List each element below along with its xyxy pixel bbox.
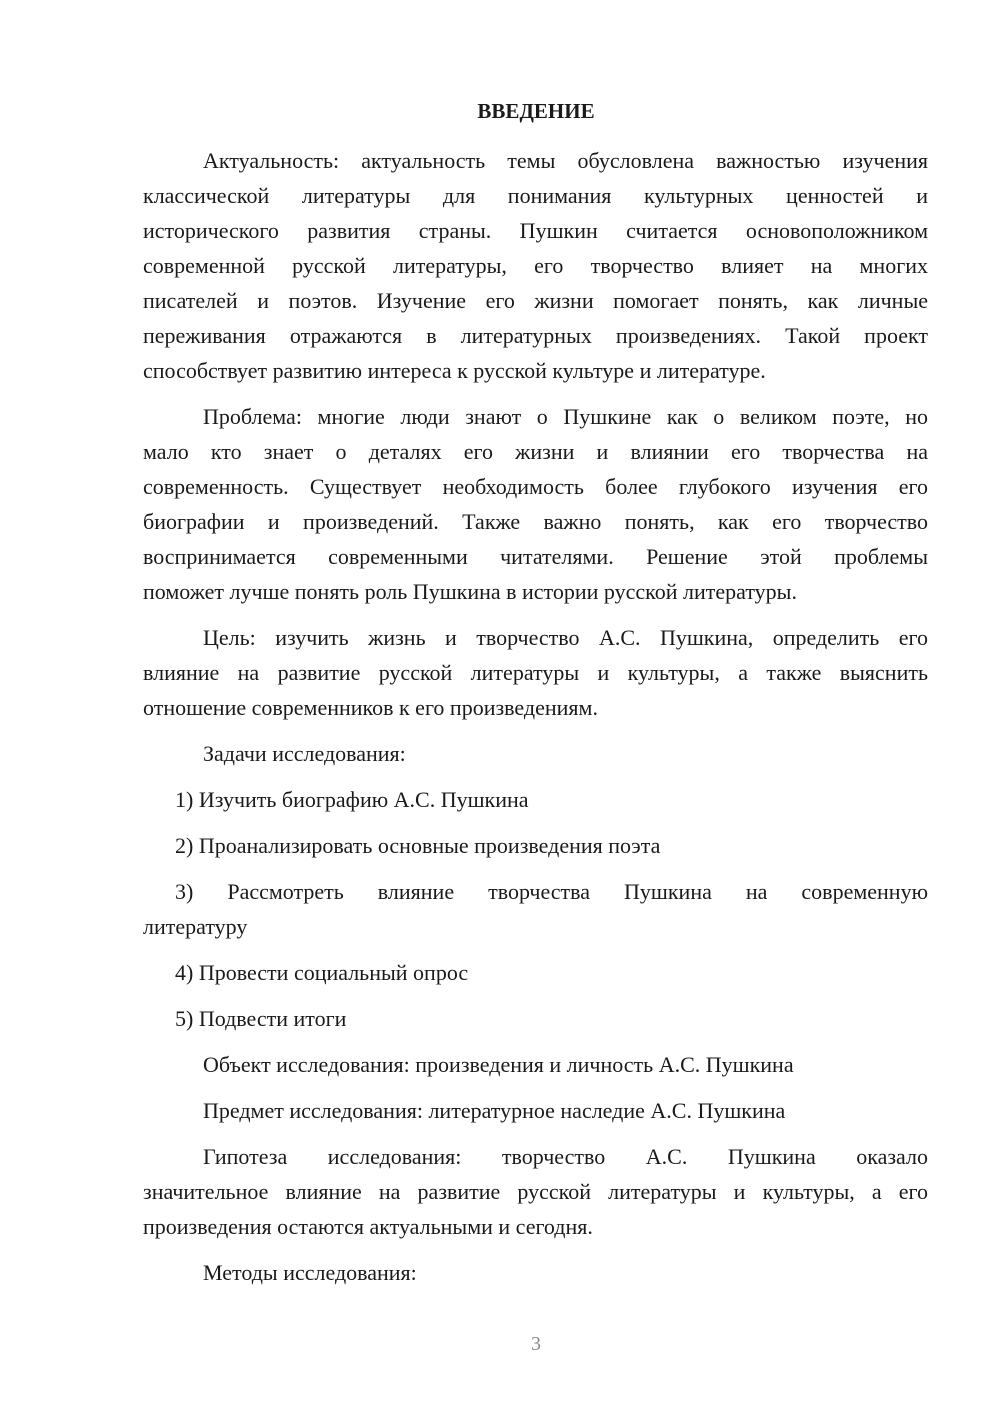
list-item — [143, 828, 928, 863]
text-line: 4) Провести социальный опрос — [175, 960, 469, 985]
text-line: современность. Существует необходимость более глубокого изучения его — [143, 474, 928, 499]
text-line: мало кто знает о деталях его жизни и влиянии его творчества на — [143, 439, 928, 464]
text-line: Предмет исследования: литературное наследие А.С. Пушкина — [203, 1098, 786, 1123]
paragraph — [143, 1255, 928, 1290]
list-item — [143, 874, 928, 944]
text-line: 2) Проанализировать основные произведения поэта — [175, 833, 661, 858]
paragraph — [143, 620, 928, 725]
text-line: 5) Подвести итоги — [175, 1006, 347, 1031]
text-line: исторического развития страны. Пушкин считается основоположником — [143, 218, 928, 243]
text-line: 3) Рассмотреть влияние творчества Пушкина на современную — [175, 879, 928, 904]
text-line: биографии и произведений. Также важно понять, как его творчество — [143, 509, 928, 534]
list-item — [143, 782, 928, 817]
text-line: воспринимается современными читателями. Решение этой проблемы — [143, 544, 928, 569]
text-line: переживания отражаются в литературных произведениях. Такой проект — [143, 323, 928, 348]
list-item — [143, 955, 928, 990]
list-item — [143, 1001, 928, 1036]
paragraph — [143, 399, 928, 609]
text-line: Цель: изучить жизнь и творчество А.С. Пушкина, определить его — [203, 625, 928, 650]
text-line: Актуальность: актуальность темы обусловлена важностью изучения — [203, 148, 928, 173]
paragraph — [143, 736, 928, 771]
text-line: способствует развитию интереса к русской культуре и литературе. — [143, 358, 766, 383]
text-line: литературу — [143, 914, 248, 939]
paragraph — [143, 1139, 928, 1244]
document-body — [143, 143, 928, 1301]
paragraph — [143, 1093, 928, 1128]
text-line: Проблема: многие люди знают о Пушкине как о великом поэте, но — [203, 404, 928, 429]
text-line: произведения остаются актуальными и сегодня. — [143, 1214, 593, 1239]
text-line: поможет лучше понять роль Пушкина в истории русской литературы. — [143, 579, 797, 604]
text-line: писателей и поэтов. Изучение его жизни помогает понять, как личные — [143, 288, 928, 313]
page-number: 3 — [531, 1333, 541, 1355]
text-line: современной русской литературы, его творчество влияет на многих — [143, 253, 928, 278]
paragraph — [143, 143, 928, 388]
text-line: Задачи исследования: — [203, 741, 406, 766]
text-line: отношение современников к его произведениям. — [143, 695, 598, 720]
text-line: классической литературы для понимания культурных ценностей и — [143, 183, 928, 208]
paragraph — [143, 1047, 928, 1082]
section-title: ВВЕДЕНИЕ — [477, 99, 595, 123]
text-line: Гипотеза исследования: творчество А.С. Пушкина оказало — [203, 1144, 928, 1169]
text-line: значительное влияние на развитие русской литературы и культуры, а его — [143, 1179, 928, 1204]
text-line: Объект исследования: произведения и личность А.С. Пушкина — [203, 1052, 794, 1077]
text-line: влияние на развитие русской литературы и культуры, а также выяснить — [143, 660, 928, 685]
text-line: Методы исследования: — [203, 1260, 417, 1285]
text-line: 1) Изучить биографию А.С. Пушкина — [175, 787, 529, 812]
